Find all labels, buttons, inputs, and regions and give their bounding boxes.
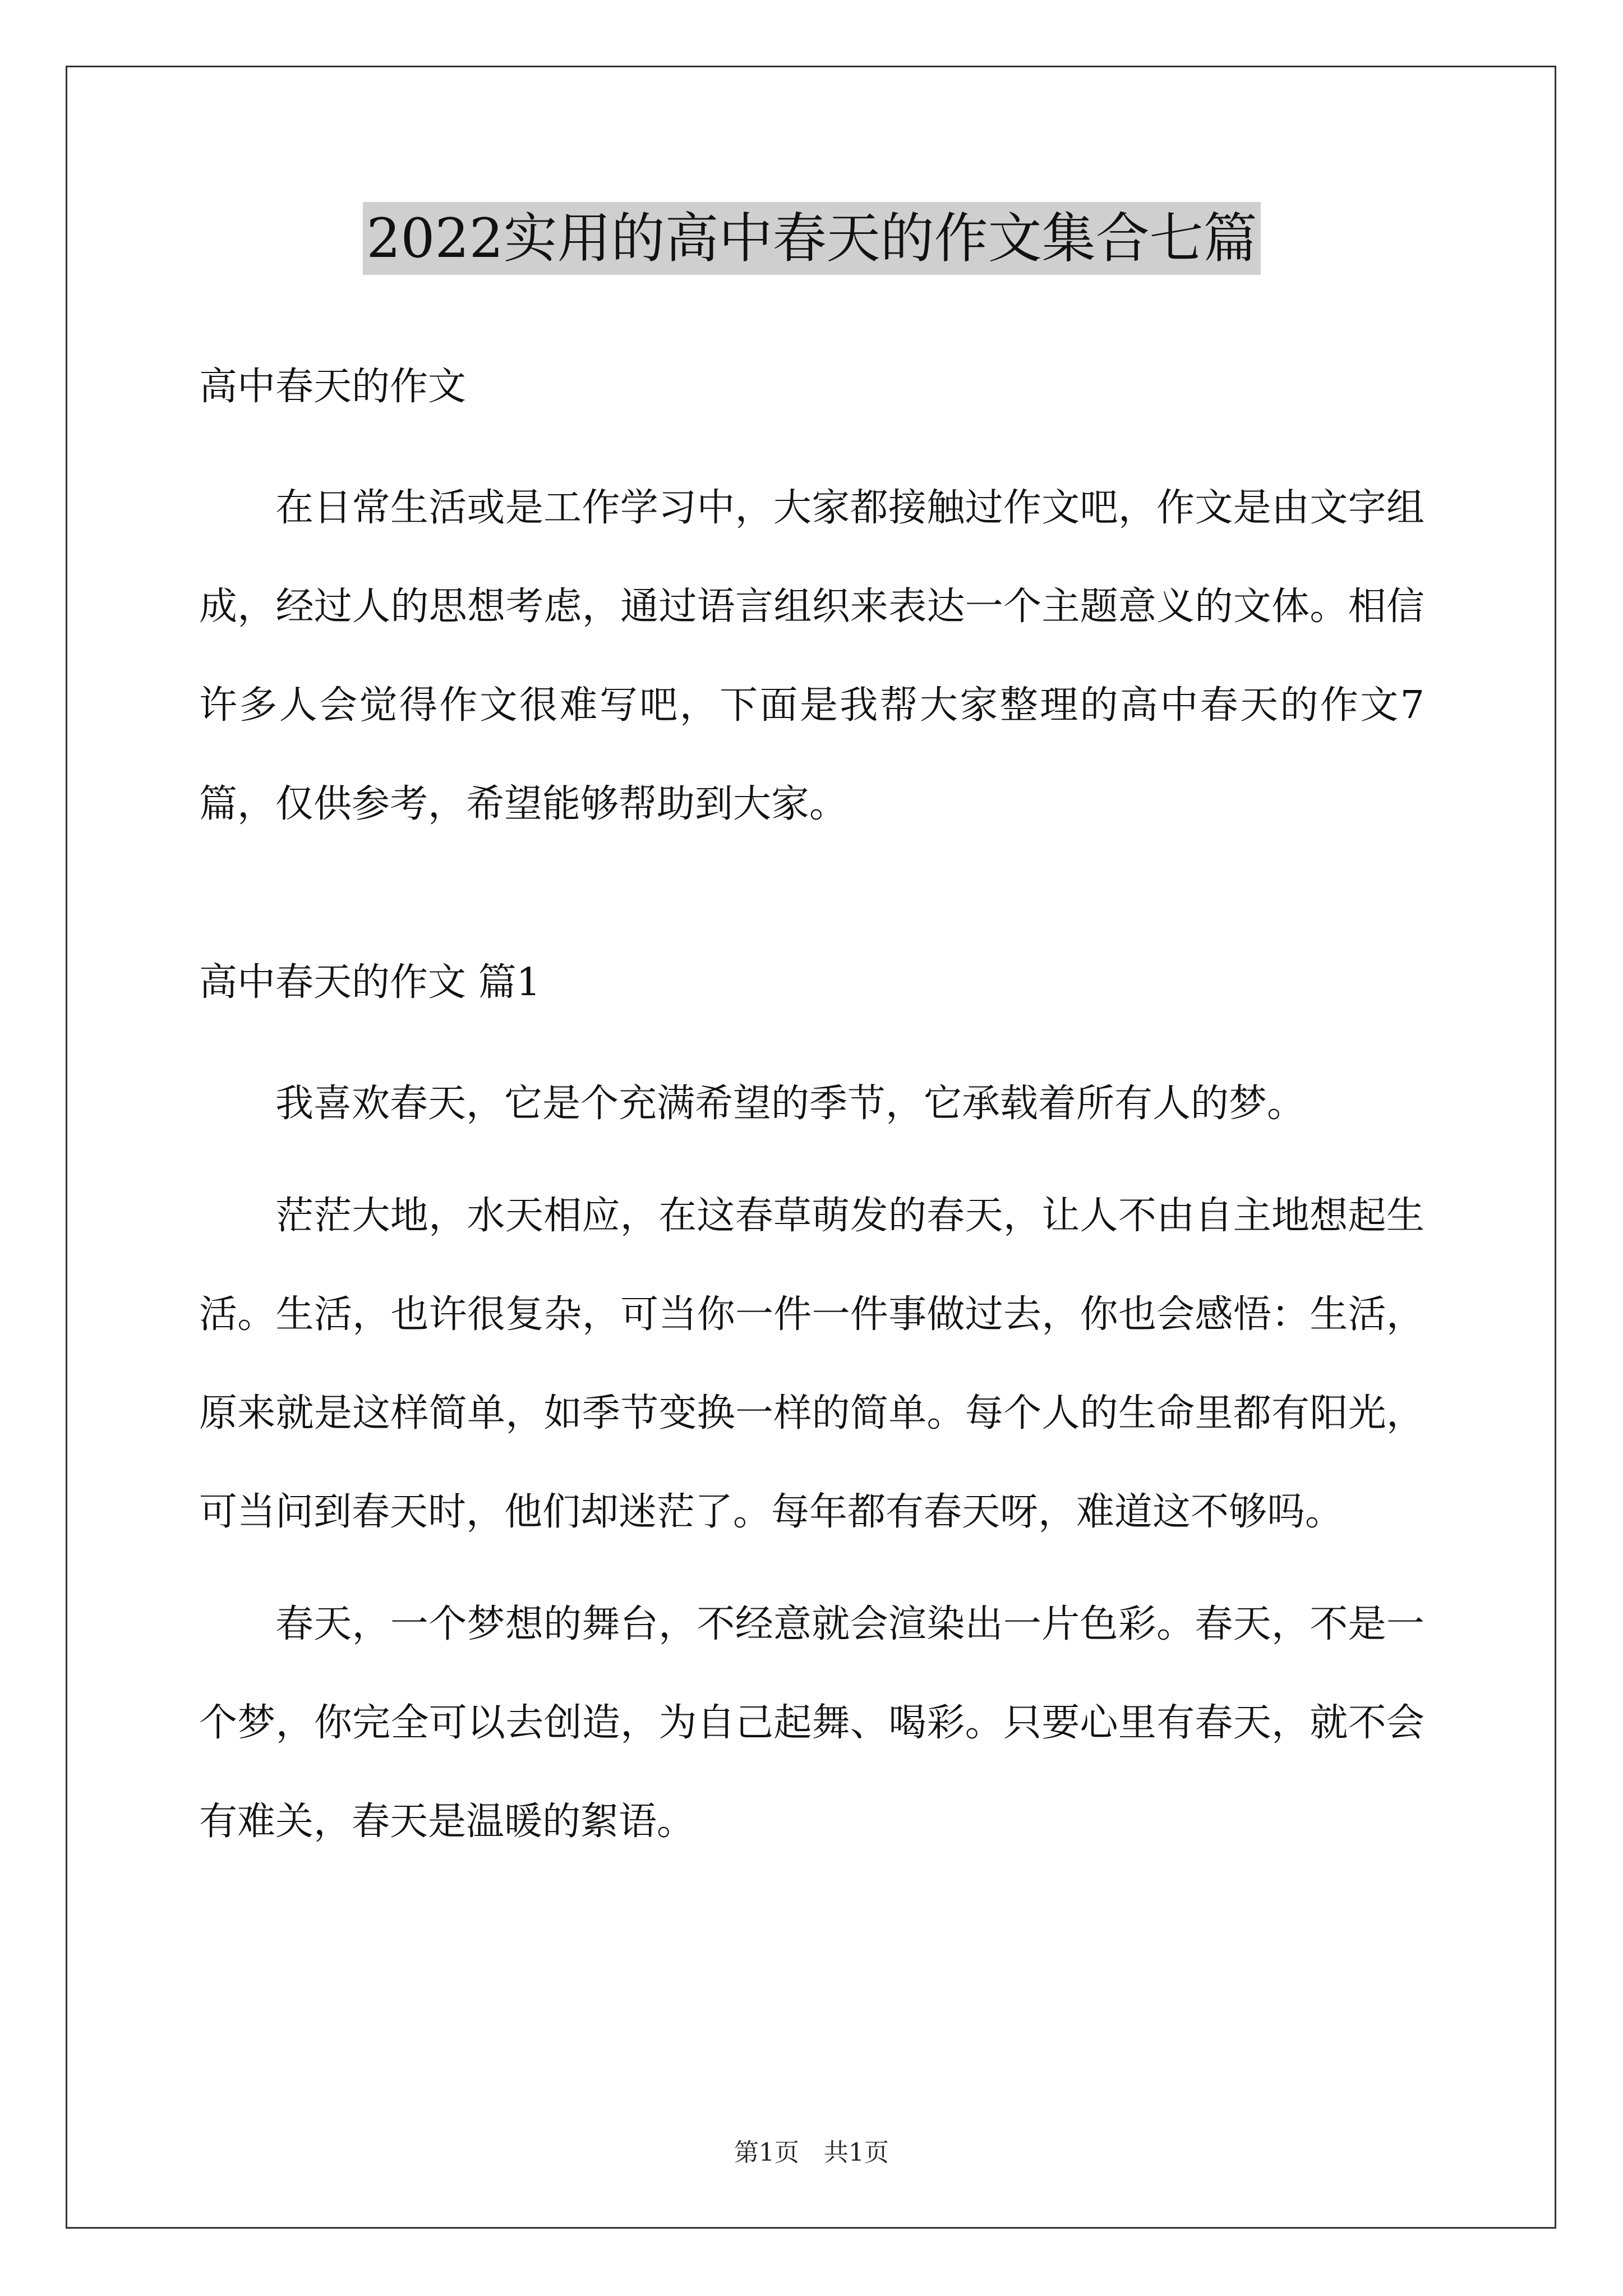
section1-paragraph-3: 春天，一个梦想的舞台，不经意就会渲染出一片色彩。春天，不是一个梦，你完全可以去创造，为自己起舞、喝彩。只要心里有春天，就不会有难关，春天是温暖的絮语。 (199, 1602, 1424, 1844)
section1-paragraph-1: 我喜欢春天，它是个充满希望的季节，它承载着所有人的梦。 (275, 1082, 1306, 1126)
section1-heading: 高中春天的作文 篇1 (199, 960, 541, 1005)
document-title: 2022实用的高中春天的作文集合七篇 (363, 202, 1260, 275)
page-footer: 第1页 共1页 (734, 2138, 889, 2167)
section-gap (199, 854, 1424, 955)
document-body (199, 202, 1424, 1871)
section1-paragraph-2: 茫茫大地，水天相应，在这春草萌发的春天，让人不由自主地想起生活。生活，也许很复杂，可当你一件一件事做过去，你也会感悟：生活，原来就是这样简单，如季节变换一样的简单。每个人的生命里都有阳光，可当问到春天时，他们却迷茫了。每年都有春天呀，难道这不够吗。 (199, 1194, 1424, 1534)
intro-paragraph: 在日常生活或是工作学习中，大家都接触过作文吧，作文是由文字组成，经过人的思想考虑，通过语言组织来表达一个主题意义的文体。相信许多人会觉得作文很难写吧，下面是我帮大家整理的高中春天的作文7篇，仅供参考，希望能够帮助到大家。 (199, 486, 1424, 826)
title-wrap (199, 202, 1424, 275)
intro-heading: 高中春天的作文 (199, 365, 467, 409)
